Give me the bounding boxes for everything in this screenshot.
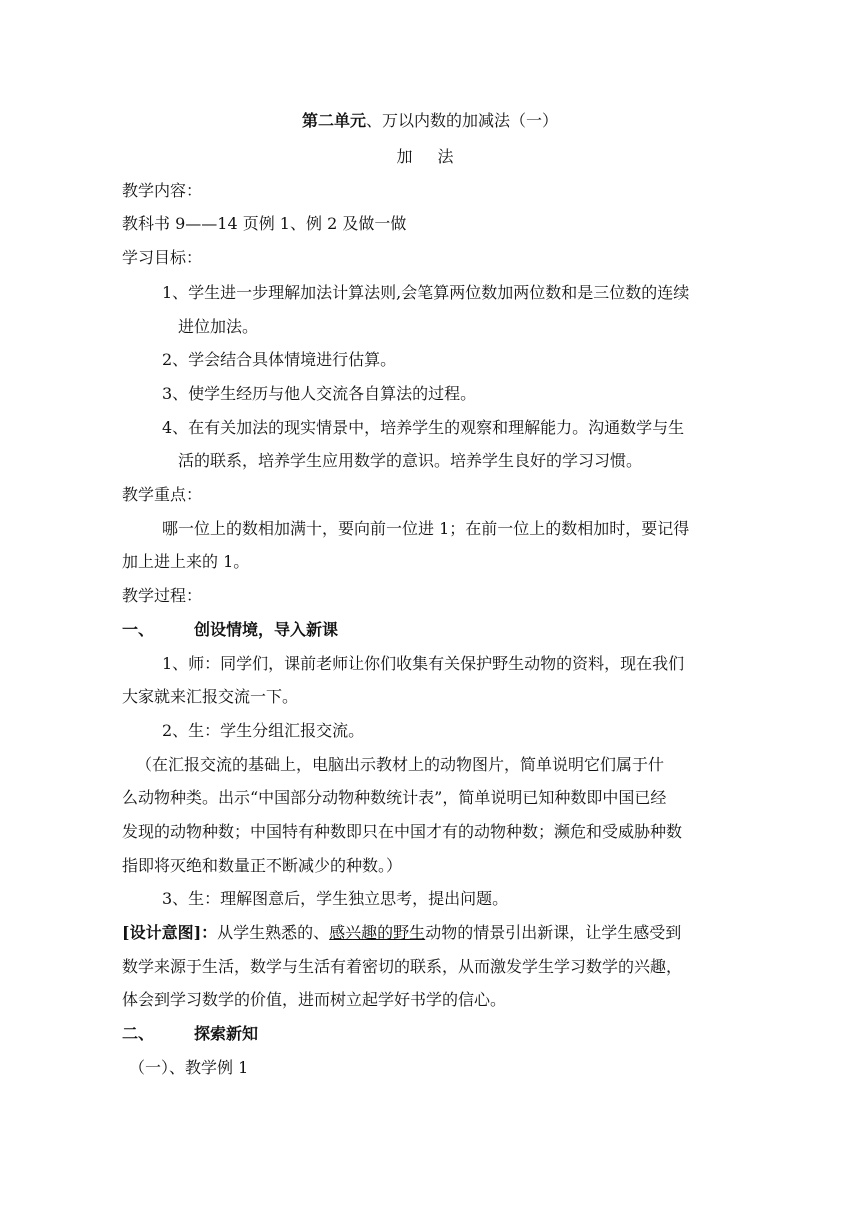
section-2-subheading: （一）、教学例 1: [129, 1058, 249, 1077]
design-intent-line-2: 数学来源于生活，数学与生活有着密切的联系，从而激发学生学习数学的兴趣，: [122, 957, 683, 976]
section-2-number: 二、: [122, 1024, 155, 1043]
s1-p3-line-1: （在汇报交流的基础上，电脑出示教材上的动物图片，简单说明它们属于什: [136, 755, 665, 774]
goals-heading: 学习目标：: [122, 248, 203, 267]
goal-4-line-2: 活的联系，培养学生应用数学的意识。培养学生良好的学习习惯。: [178, 451, 643, 470]
key-line-2: 加上进上来的 1。: [122, 552, 250, 571]
s1-p3-line-4: 指即将灭绝和数量正不断减少的种数。）: [122, 856, 403, 875]
goal-1-line-2: 进位加法。: [178, 317, 259, 336]
goal-2: 2、学会结合具体情境进行估算。: [162, 350, 397, 369]
goal-1-line-1: 1、学生进一步理解加法计算法则,会笔算两位数加两位数和是三位数的连续: [162, 283, 690, 302]
s1-p4: 3、生：理解图意后，学生独立思考，提出问题。: [162, 889, 509, 908]
design-intent-line-3: 体会到学习数学的价值，进而树立起学好书学的信心。: [122, 990, 507, 1009]
section-1-title: 创设情境，导入新课: [194, 620, 339, 639]
s1-p3-line-3: 发现的动物种数；中国特有种数即只在中国才有的动物种数；濒危和受威胁种数: [122, 822, 683, 841]
content-text: 教科书 9——14 页例 1、例 2 及做一做: [122, 214, 407, 233]
s1-p1-line-1: 1、师：同学们，课前老师让你们收集有关保护野生动物的资料，现在我们: [162, 654, 685, 673]
section-1-number: 一、: [122, 620, 155, 639]
key-line-1: 哪一位上的数相加满十，要向前一位进 1；在前一位上的数相加时，要记得: [162, 519, 690, 538]
section-1-heading: [122, 620, 338, 640]
section-2-heading: [122, 1024, 258, 1044]
design-intent-text-a: 从学生熟悉的、: [217, 923, 330, 942]
goal-4-line-1: 4、在有关加法的现实情景中，培养学生的观察和理解能力。沟通数学与生: [162, 418, 685, 437]
s1-p1-line-2: 大家就来汇报交流一下。: [122, 687, 299, 706]
doc-title: [0, 111, 860, 131]
design-intent-label: [设计意图]：: [122, 923, 218, 942]
goal-3: 3、使学生经历与他人交流各自算法的过程。: [162, 384, 477, 403]
s1-p3-line-2: 么动物种类。出示“中国部分动物种数统计表”，简单说明已知种数即中国已经: [122, 788, 667, 807]
design-intent-underlined: 感兴趣的野生: [329, 923, 426, 942]
process-heading: 教学过程：: [122, 586, 203, 605]
doc-subtitle: 加 法: [396, 147, 464, 166]
content-heading: 教学内容：: [122, 181, 203, 200]
doc-title-unit: 第二单元: [301, 111, 366, 130]
key-heading: 教学重点：: [122, 485, 203, 504]
design-intent-text-b: 动物的情景引出新课，让学生感受到: [425, 923, 682, 942]
s1-p2: 2、生：学生分组汇报交流。: [162, 721, 365, 740]
design-intent-line-1: [122, 923, 681, 943]
section-2-title: 探索新知: [194, 1024, 259, 1043]
doc-title-rest: 、万以内数的加减法（一）: [366, 111, 559, 130]
